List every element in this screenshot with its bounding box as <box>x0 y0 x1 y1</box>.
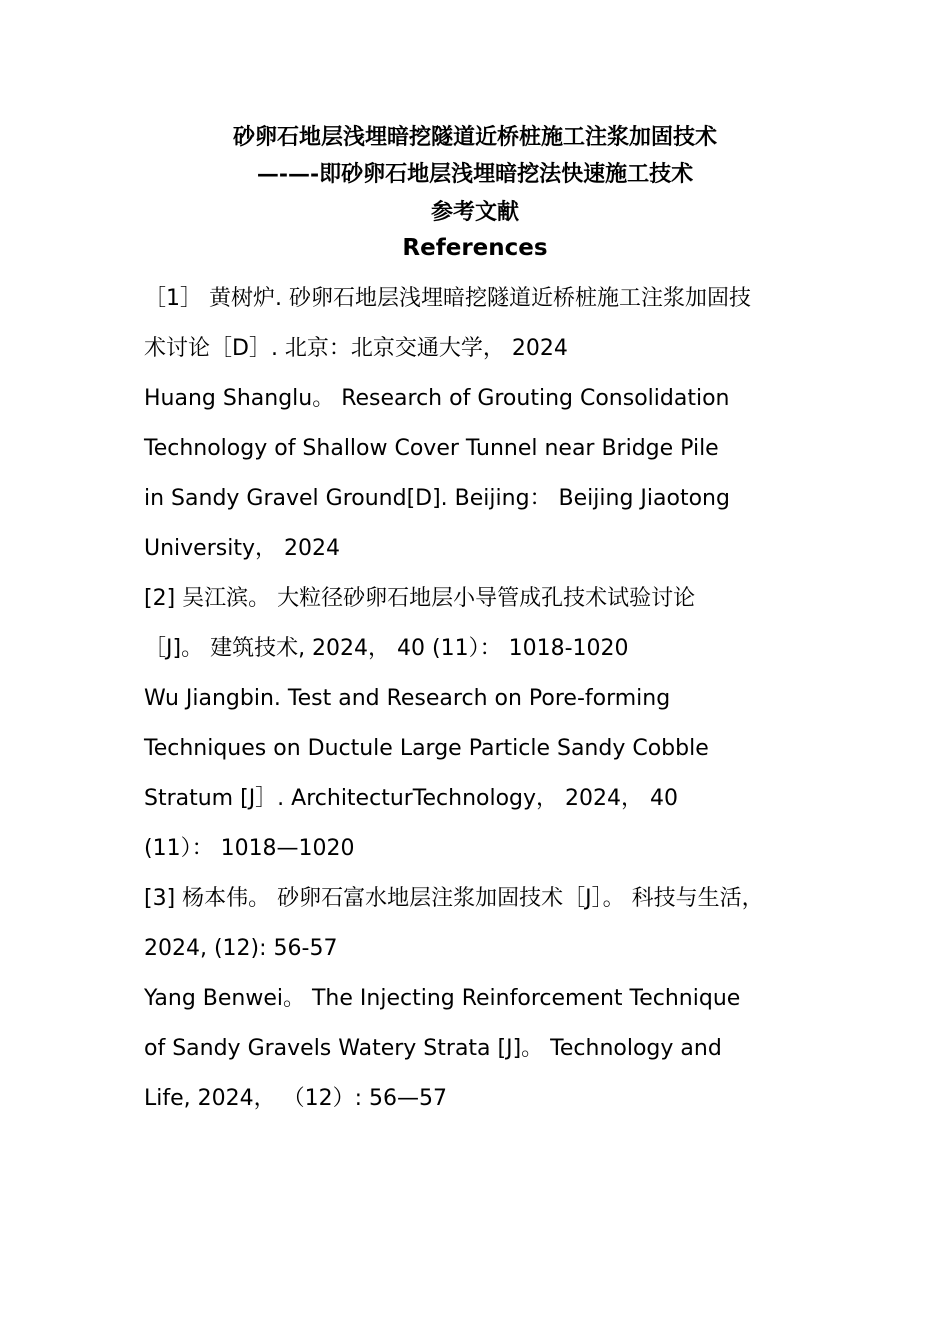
reference-item-2 <box>144 576 844 876</box>
reference-item-3 <box>144 876 844 1126</box>
section-heading-en: References <box>402 235 548 261</box>
reference-cn-line: ［1］ 黄树炉. 砂卵石地层浅埋暗挖隧道近桥桩施工注浆加固技 <box>144 286 751 311</box>
reference-en-line: University， 2024 <box>144 536 340 561</box>
reference-item-1 <box>144 276 844 576</box>
reference-en-line: Stratum [J］. ArchitecturTechnology， 2024， 40 <box>144 786 679 811</box>
reference-en-line: of Sandy Gravels Watery Strata [J]。 Technology and <box>144 1036 722 1061</box>
document-subtitle: —-—-即砂卵石地层浅埋暗挖法快速施工技术 <box>256 161 694 187</box>
reference-cn-line: ［J]。 建筑技术, 2024， 40 (11）： 1018-1020 <box>144 636 629 661</box>
reference-list <box>144 276 844 1126</box>
section-heading-cn: 参考文献 <box>430 199 519 225</box>
reference-cn-line: 术讨论［D］. 北京：北京交通大学， 2024 <box>144 336 568 361</box>
reference-en-line: Yang Benwei。 The Injecting Reinforcement Technique <box>144 986 741 1011</box>
reference-en-line: Life, 2024， （12）: 56—57 <box>144 1086 448 1111</box>
reference-en-line: Techniques on Ductule Large Particle Sandy Cobble <box>144 736 709 761</box>
reference-cn-line: [2] 吴江滨。 大粒径砂卵石地层小导管成孔技术试验讨论 <box>144 586 696 611</box>
reference-en-line: Wu Jiangbin. Test and Research on Pore-forming <box>144 686 671 711</box>
reference-en-line: (11）： 1018—1020 <box>144 836 355 861</box>
reference-cn-line: 2024, (12): 56-57 <box>144 936 338 961</box>
reference-en-line: Technology of Shallow Cover Tunnel near Bridge Pile <box>144 436 719 461</box>
reference-en-line: in Sandy Gravel Ground[D]. Beijing： Beijing Jiaotong <box>144 486 730 511</box>
reference-en-line: Huang Shanglu。 Research of Grouting Consolidation <box>144 386 730 411</box>
reference-cn-line: [3] 杨本伟。 砂卵石富水地层注浆加固技术［J］。 科技与生活， <box>144 886 764 911</box>
document-title: 砂卵石地层浅埋暗挖隧道近桥桩施工注浆加固技术 <box>232 124 717 150</box>
